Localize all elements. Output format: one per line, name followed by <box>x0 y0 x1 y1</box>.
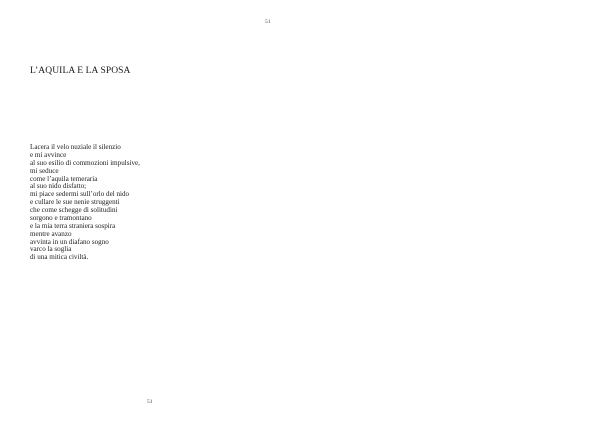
poem-line: sorgono e tramontano <box>30 213 92 222</box>
poem-line: varco la soglia <box>30 245 72 254</box>
page-number-top: 51 <box>265 19 271 25</box>
poem-line: mentre avanzo <box>30 229 72 238</box>
poem-line: avvinta in un diafano sogno <box>30 237 109 246</box>
poem-line: mi seduce <box>30 166 59 175</box>
poem-line: di una mitica civiltà. <box>30 253 89 262</box>
poem-line: che come schegge di solitudini <box>30 206 118 214</box>
right-page <box>300 0 600 424</box>
poem-line: mi piace sedermi sull’orlo del nido <box>30 190 130 199</box>
poem-line: al suo nido disfatto; <box>30 182 87 191</box>
poem-line: e cullare le sue nenie struggenti <box>30 198 120 207</box>
poem-line: come l’aquila temeraria <box>30 174 98 183</box>
poem-line: al suo esilio di commozioni impulsive, <box>30 158 140 167</box>
poem-line: Lacera il velo nuziale il silenzio <box>30 143 121 151</box>
page-number-bottom: 51 <box>147 399 153 405</box>
poem-line: e la mia terra straniera sospira <box>30 221 116 230</box>
poem-title: L’AQUILA E LA SPOSA <box>30 66 131 76</box>
poem-body <box>30 144 140 262</box>
poem-line: e mi avvince <box>30 150 67 159</box>
